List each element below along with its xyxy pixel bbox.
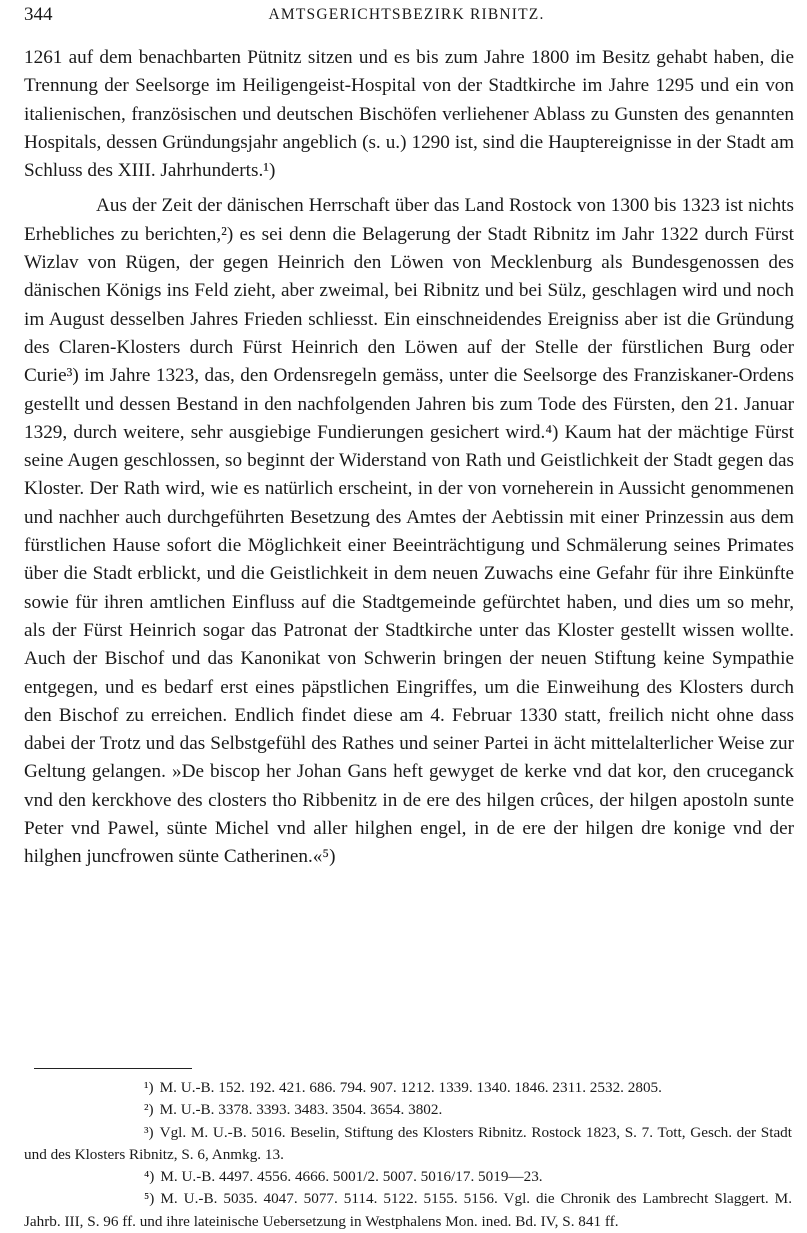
footnote-mark: ⁵) [144,1190,155,1208]
footnote-separator [34,1068,192,1069]
running-head: AMTSGERICHTSBEZIRK RIBNITZ. [268,6,545,23]
footnote-text: Vgl. M. U.-B. 5016. Beselin, Stiftung des Klosters Ribnitz. Rostock 1823, S. 7. Tott, Gesch. der Stadt und des Klosters Ribnitz, S. 6, Anmkg. 13. [24,1123,792,1163]
body-text [24,44,794,872]
footnote [24,1077,792,1099]
footnote-text: M. U.-B. 3378. 3393. 3483. 3504. 3654. 3802. [159,1101,443,1119]
footnote-text: M. U.-B. 152. 192. 421. 686. 794. 907. 1212. 1339. 1340. 1846. 2311. 2532. 2805. [159,1079,662,1096]
footnotes [24,1077,792,1233]
page-header [24,4,789,30]
paragraph: Aus der Zeit der dänischen Herrschaft über das Land Rostock von 1300 bis 1323 ist nichts Erhebliches zu berichten,²) es sei denn die Belagerung der Stadt Ribnitz im Jahr 1322 durch Fürst Wizlav von Rügen, der gegen Heinrich den Löwen von Mecklenburg als Bundesgenossen des dänischen Königs ins Feld zieht, aber zweimal, bei Ribnitz und bei Sülz, geschlagen wird und noch im August desselben Jahres Frieden schliesst. Ein einschneidendes Ereigniss aber ist die Gründung des Claren-Klosters durch Fürst Heinrich den Löwen auf der Stelle der fürstlichen Burg oder Curie³) im Jahre 1323, das, den Ordensregeln gemäss, unter die Seelsorge des Franziskaner-Ordens gestellt und dessen Bestand in den nachfolgenden Jahren bis zum Tode des Fürsten, den 21. Januar 1329, durch weitere, sehr ausgiebige Fundierungen gesichert wird.⁴) Kaum hat der mächtige Fürst seine Augen geschlossen, so beginnt der Widerstand von Rath und Geistlichkeit der Stadt gegen das Kloster. Der Rath wird, wie es natürlich erscheint, in der von vorneherein in Aussicht genommenen und nachher auch durchgeführten Besetzung des Amtes der Aebtissin mit einer Prinzessin aus dem fürstlichen Hause sofort die Möglichkeit einer Beeinträchtigung und Schmälerung seines Primates über die Stadt erblickt, und die Geistlichkeit in dem neuen Zuwachs eine Gefahr für ihre Einkünfte sowie für ihren amtlichen Einfluss auf die Stadtgemeinde gefürchtet haben, und dies um so mehr, als der Fürst Heinrich sogar das Patronat der Stadtkirche unter das Kloster gestellt wissen wollte. Auch der Bischof und das Kanonikat von Schwerin bringen der neuen Stiftung keine Sympathie entgegen, und es bedarf erst eines päpstlichen Eingriffes, um die Einweihung des Klosters durch den Bischof zu erreichen. Endlich findet diese am 4. Februar 1330 statt, freilich nicht ohne dass dabei der Trotz und das Selbstgefühl des Rathes und seiner Partei in ächt mittelalterlicher Weise zur Geltung gelangen. »De biscop her Johan Gans heft gewyget de kerke vnd dat kor, den cruceganck vnd den kerckhove des closters tho Ribbenitz in de ere des hilgen crûces, der hilgen apostoln sunte Peter vnd Pawel, sünte Michel vnd aller hilghen engel, in de ere der hilgen dre konige vnd der hilghen juncfrowen sünte Catherinen.«⁵) [24,195,794,868]
paragraph-continued: 1261 auf dem benachbarten Pütnitz sitzen und es bis zum Jahre 1800 im Besitz gehabt haben, die Trennung der Seelsorge im Heiligengeist-Hospital von der Stadtkirche im Jahre 1295 und ein von italienischen, französischen und deutschen Bischöfen verliehener Ablass zu Gunsten des genannten Hospitals, dessen Gründungsjahr angeblich (s. u.) 1290 ist, sind die Hauptereignisse in der Stadt am Schluss des XIII. Jahrhunderts.¹) [24,47,794,182]
footnote-mark: ⁴) [144,1168,155,1186]
footnote-mark: ²) [144,1101,154,1119]
footnote-mark: ¹) [144,1079,154,1096]
footnote [24,1099,792,1121]
footnote [24,1188,792,1233]
footnote-text: M. U.-B. 4497. 4556. 4666. 5001/2. 5007. 5016/17. 5019—23. [160,1168,543,1186]
footnote [24,1122,792,1167]
footnote-mark: ³) [144,1123,154,1141]
footnote [24,1166,792,1188]
footnote-text: M. U.-B. 5035. 4047. 5077. 5114. 5122. 5155. 5156. Vgl. die Chronik des Lambrecht Slaggert. M. Jahrb. III, S. 96 ff. und ihre lateinische Uebersetzung in Westphalens Mon. ined. Bd. IV, S. 841 ff. [24,1190,792,1230]
page-number: 344 [24,4,53,25]
